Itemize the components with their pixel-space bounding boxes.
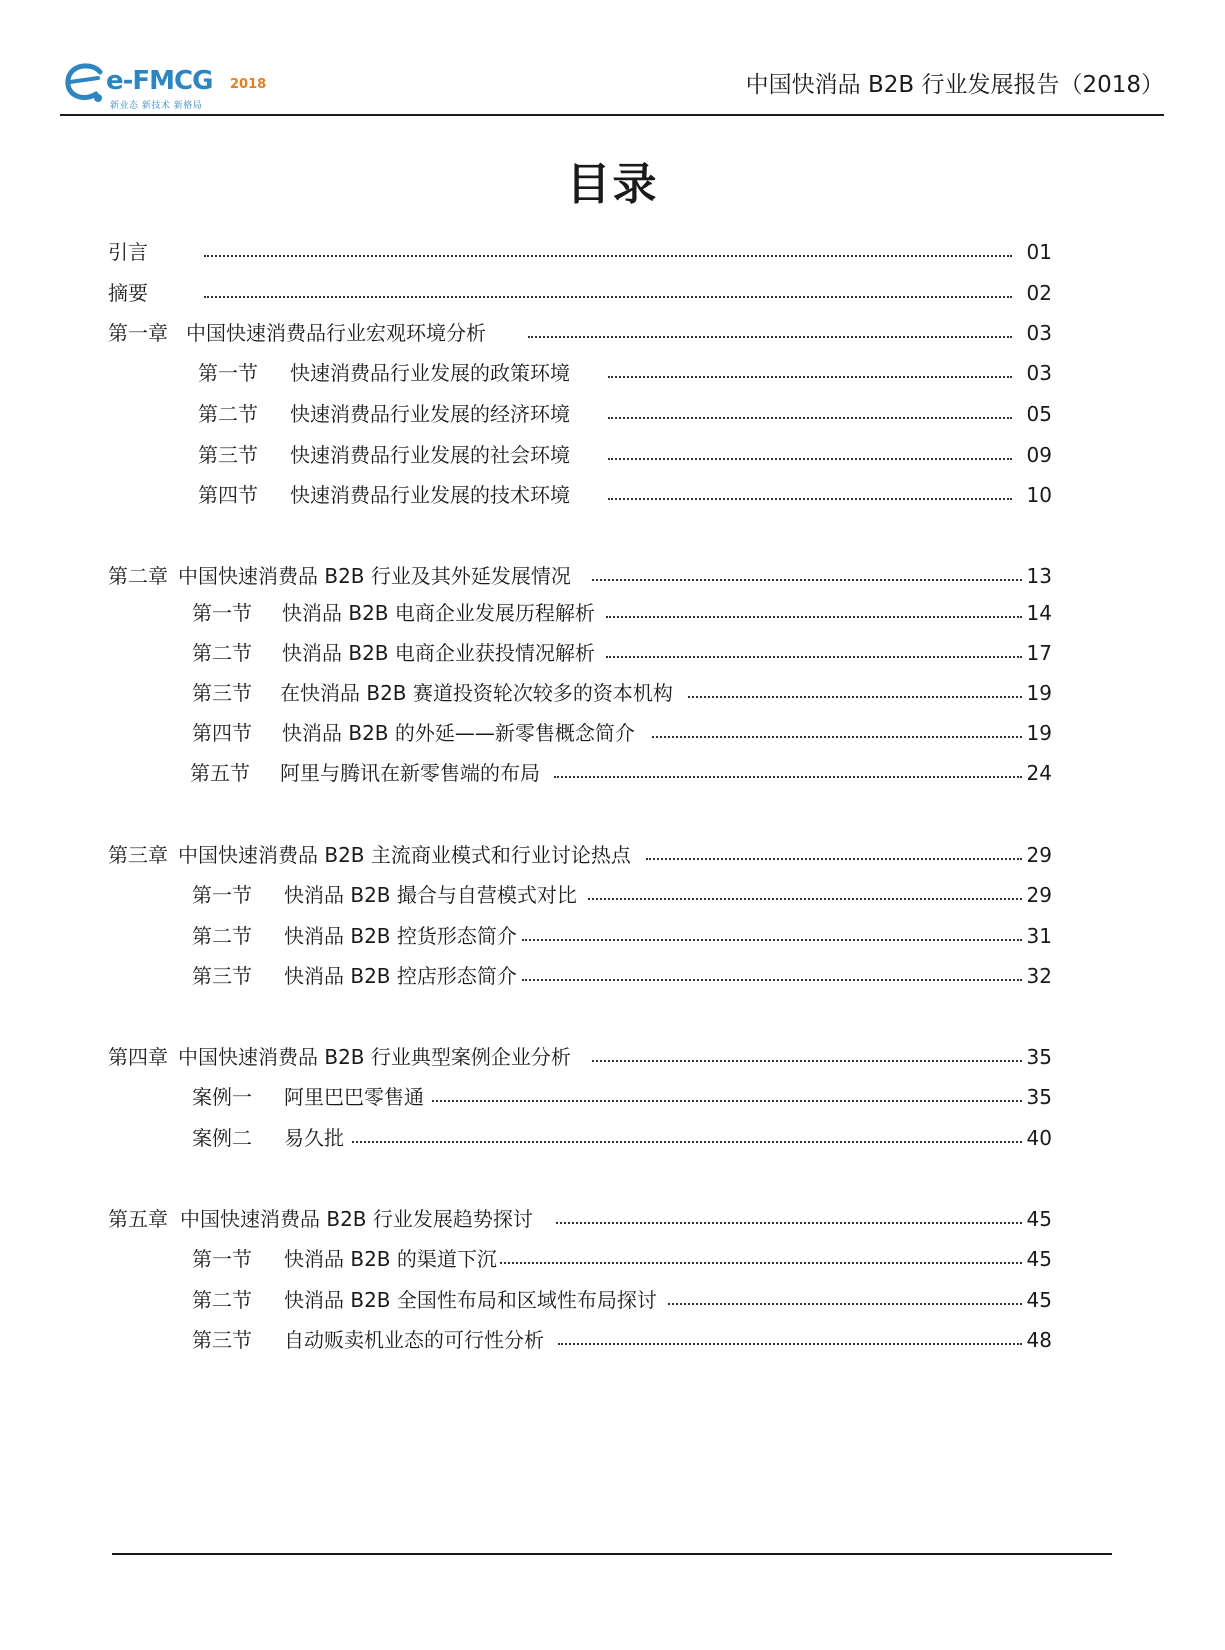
toc-entry-title: 快消品 B2B 的渠道下沉 — [284, 1247, 497, 1271]
toc-entry-title: 快速消费品行业发展的政策环境 — [290, 361, 570, 385]
toc-entry-page: 32 — [1026, 964, 1052, 988]
toc-entry-title: 在快消品 B2B 赛道投资轮次较多的资本机构 — [280, 681, 673, 705]
toc-entry-page: 24 — [1026, 761, 1052, 785]
toc-entry-page: 03 — [1026, 321, 1052, 345]
toc-entry-label: 第三章 — [108, 843, 168, 867]
toc-entry-title: 快速消费品行业发展的技术环境 — [290, 483, 570, 507]
efmcg-logo — [62, 58, 292, 110]
toc-leader-dots — [558, 1343, 1022, 1345]
toc-leader-dots — [606, 656, 1022, 658]
toc-section[interactable] — [192, 1285, 1052, 1315]
logo-year: 2018 — [230, 77, 267, 92]
toc-entry-title: 自动贩卖机业态的可行性分析 — [284, 1328, 544, 1352]
toc-section[interactable] — [192, 718, 1052, 748]
toc-entry-title: 快消品 B2B 电商企业发展历程解析 — [282, 601, 595, 625]
toc-section[interactable] — [190, 758, 1052, 788]
toc-entry-page: 02 — [1026, 281, 1052, 305]
toc-entry-page: 19 — [1026, 721, 1052, 745]
toc-entry-label: 引言 — [108, 240, 148, 264]
toc-entry-intro[interactable] — [108, 237, 1052, 267]
toc-entry-page: 14 — [1026, 601, 1052, 625]
toc-entry-title: 中国快速消费品 B2B 行业发展趋势探讨 — [180, 1207, 533, 1231]
report-title: 中国快消品 B2B 行业发展报告（2018） — [745, 72, 1164, 98]
toc-chapter-2[interactable] — [108, 561, 1052, 591]
toc-leader-dots — [528, 336, 1012, 338]
toc-leader-dots — [608, 417, 1012, 419]
toc-entry-title: 中国快速消费品 B2B 行业典型案例企业分析 — [178, 1045, 571, 1069]
toc-chapter-3[interactable] — [108, 840, 1052, 870]
toc-section[interactable] — [198, 399, 1052, 429]
toc-entry-label: 第一章 — [108, 321, 168, 345]
toc-entry-title: 快消品 B2B 撮合与自营模式对比 — [284, 883, 577, 907]
toc-entry-label: 第一节 — [192, 1247, 252, 1271]
toc-entry-label: 第二节 — [198, 402, 258, 426]
toc-chapter-4[interactable] — [108, 1042, 1052, 1072]
toc-entry-page: 05 — [1026, 402, 1052, 426]
toc-leader-dots — [500, 1262, 1022, 1264]
toc-entry-title: 中国快速消费品行业宏观环境分析 — [186, 321, 486, 345]
toc-leader-dots — [688, 696, 1022, 698]
logo-slogan: 新业态 新技术 新格局 — [110, 101, 203, 111]
toc-leader-dots — [608, 376, 1012, 378]
toc-entry-label: 案例一 — [192, 1085, 252, 1109]
toc-entry-page: 29 — [1026, 843, 1052, 867]
toc-section[interactable] — [198, 440, 1052, 470]
toc-chapter-1[interactable] — [108, 318, 1052, 348]
toc-entry-title: 快消品 B2B 控店形态简介 — [284, 964, 517, 988]
toc-entry-page: 10 — [1026, 483, 1052, 507]
toc-section[interactable] — [192, 1244, 1052, 1274]
toc-leader-dots — [592, 1060, 1022, 1062]
toc-leader-dots — [652, 736, 1022, 738]
toc-entry-label: 第二节 — [192, 924, 252, 948]
toc-case[interactable] — [192, 1123, 1052, 1153]
toc-entry-label: 第三节 — [198, 443, 258, 467]
toc-entry-page: 03 — [1026, 361, 1052, 385]
toc-entry-label: 第三节 — [192, 1328, 252, 1352]
toc-chapter-5[interactable] — [108, 1204, 1052, 1234]
logo-swirl-icon — [62, 58, 108, 106]
toc-entry-page: 40 — [1026, 1126, 1052, 1150]
toc-leader-dots — [608, 498, 1012, 500]
toc-entry-page: 45 — [1026, 1288, 1052, 1312]
toc-entry-page: 29 — [1026, 883, 1052, 907]
toc-leader-dots — [522, 939, 1022, 941]
toc-entry-label: 第四节 — [198, 483, 258, 507]
toc-leader-dots — [646, 858, 1022, 860]
toc-entry-title: 阿里与腾讯在新零售端的布局 — [280, 761, 540, 785]
toc-leader-dots — [554, 776, 1022, 778]
toc-section[interactable] — [192, 880, 1052, 910]
toc-entry-label: 第一节 — [198, 361, 258, 385]
toc-section[interactable] — [198, 480, 1052, 510]
toc-entry-label: 第三节 — [192, 681, 252, 705]
toc-entry-label: 第四章 — [108, 1045, 168, 1069]
toc-leader-dots — [592, 579, 1022, 581]
toc-leader-dots — [432, 1100, 1022, 1102]
toc-entry-title: 快消品 B2B 全国性布局和区域性布局探讨 — [284, 1288, 657, 1312]
toc-entry-label: 第五章 — [108, 1207, 168, 1231]
toc-entry-page: 45 — [1026, 1207, 1052, 1231]
toc-entry-page: 01 — [1026, 240, 1052, 264]
toc-leader-dots — [204, 296, 1012, 298]
page-header — [60, 52, 1164, 116]
toc-leader-dots — [588, 898, 1022, 900]
toc-leader-dots — [204, 255, 1012, 257]
toc-entry-title: 中国快速消费品 B2B 主流商业模式和行业讨论热点 — [178, 843, 631, 867]
toc-entry-title: 中国快速消费品 B2B 行业及其外延发展情况 — [178, 564, 571, 588]
toc-case[interactable] — [192, 1082, 1052, 1112]
toc-entry-label: 第三节 — [192, 964, 252, 988]
toc-section[interactable] — [192, 961, 1052, 991]
toc-leader-dots — [352, 1141, 1022, 1143]
toc-entry-title: 快速消费品行业发展的经济环境 — [290, 402, 570, 426]
toc-entry-page: 35 — [1026, 1085, 1052, 1109]
toc-entry-abstract[interactable] — [108, 278, 1052, 308]
toc-entry-page: 31 — [1026, 924, 1052, 948]
toc-leader-dots — [668, 1303, 1022, 1305]
toc-entry-page: 45 — [1026, 1247, 1052, 1271]
toc-entry-label: 第四节 — [192, 721, 252, 745]
toc-leader-dots — [608, 458, 1012, 460]
toc-entry-label: 第二节 — [192, 641, 252, 665]
toc-entry-page: 35 — [1026, 1045, 1052, 1069]
toc-entry-page: 17 — [1026, 641, 1052, 665]
toc-section[interactable] — [192, 1325, 1052, 1355]
toc-entry-label: 第二节 — [192, 1288, 252, 1312]
toc-entry-page: 48 — [1026, 1328, 1052, 1352]
toc-entry-title: 快消品 B2B 的外延——新零售概念简介 — [282, 721, 635, 745]
logo-main-text: e-FMCG — [106, 66, 213, 96]
toc-entry-label: 第一节 — [192, 601, 252, 625]
toc-leader-dots — [522, 979, 1022, 981]
toc-section[interactable] — [192, 921, 1052, 951]
toc-section[interactable] — [198, 358, 1052, 388]
toc-entry-label: 第五节 — [190, 761, 250, 785]
page-title: 目录 — [566, 159, 659, 210]
toc-entry-page: 19 — [1026, 681, 1052, 705]
toc-entry-title: 快速消费品行业发展的社会环境 — [290, 443, 570, 467]
toc-entry-label: 案例二 — [192, 1126, 252, 1150]
toc-entry-label: 摘要 — [108, 281, 148, 305]
toc-entry-page: 09 — [1026, 443, 1052, 467]
toc-entry-title: 快消品 B2B 电商企业获投情况解析 — [282, 641, 595, 665]
toc-section[interactable] — [192, 638, 1052, 668]
toc-leader-dots — [556, 1222, 1022, 1224]
toc-section[interactable] — [192, 598, 1052, 628]
footer-divider — [112, 1553, 1112, 1555]
toc-entry-label: 第一节 — [192, 883, 252, 907]
toc-entry-label: 第二章 — [108, 564, 168, 588]
toc-section[interactable] — [192, 678, 1052, 708]
toc-entry-title: 阿里巴巴零售通 — [284, 1085, 424, 1109]
toc-entry-title: 快消品 B2B 控货形态简介 — [284, 924, 517, 948]
toc-entry-title: 易久批 — [284, 1126, 344, 1150]
toc-entry-page: 13 — [1026, 564, 1052, 588]
toc-leader-dots — [606, 616, 1022, 618]
